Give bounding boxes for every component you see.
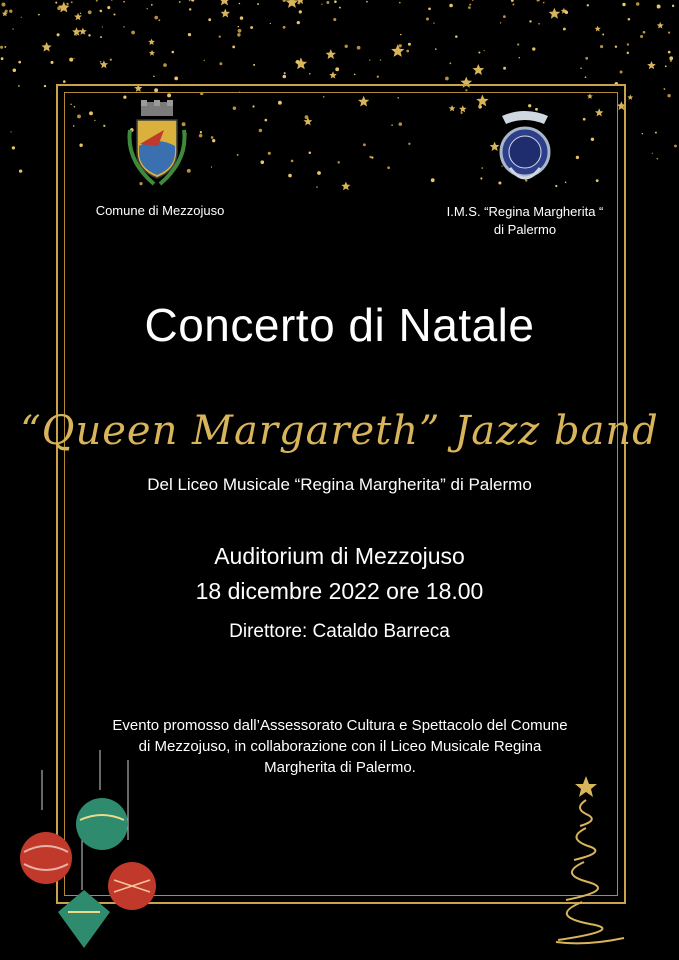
band-subtitle: Del Liceo Musicale “Regina Margherita” di Palermo xyxy=(147,475,532,494)
organizer-right-line2: di Palermo xyxy=(493,222,557,237)
organizer-right-label xyxy=(420,203,630,239)
organizer-left-label: Comune di Mezzojuso xyxy=(95,203,225,218)
promo-line1: Evento promosso dall’Assessorato Cultura e Spettacolo del Comune xyxy=(112,717,568,734)
mezzojuso-coat-of-arms-icon xyxy=(124,100,190,190)
gold-christmas-tree-icon xyxy=(536,770,636,950)
christmas-ornaments-icon xyxy=(10,740,170,960)
promo-line3: Margherita di Palermo. xyxy=(264,759,416,776)
event-date: 18 dicembre 2022 ore 18.00 xyxy=(195,578,484,604)
event-director: Direttore: Cataldo Barreca xyxy=(229,621,450,642)
event-title: Concerto di Natale xyxy=(144,299,535,351)
event-venue: Auditorium di Mezzojuso xyxy=(214,543,465,569)
band-name: “Queen Margareth” Jazz band xyxy=(20,408,659,454)
regina-margherita-logo-icon xyxy=(494,106,556,188)
organizer-right-line1: I.M.S. “Regina Margherita “ xyxy=(446,204,604,219)
promo-line2: di Mezzojuso, in collaborazione con il Liceo Musicale Regina xyxy=(138,738,542,755)
